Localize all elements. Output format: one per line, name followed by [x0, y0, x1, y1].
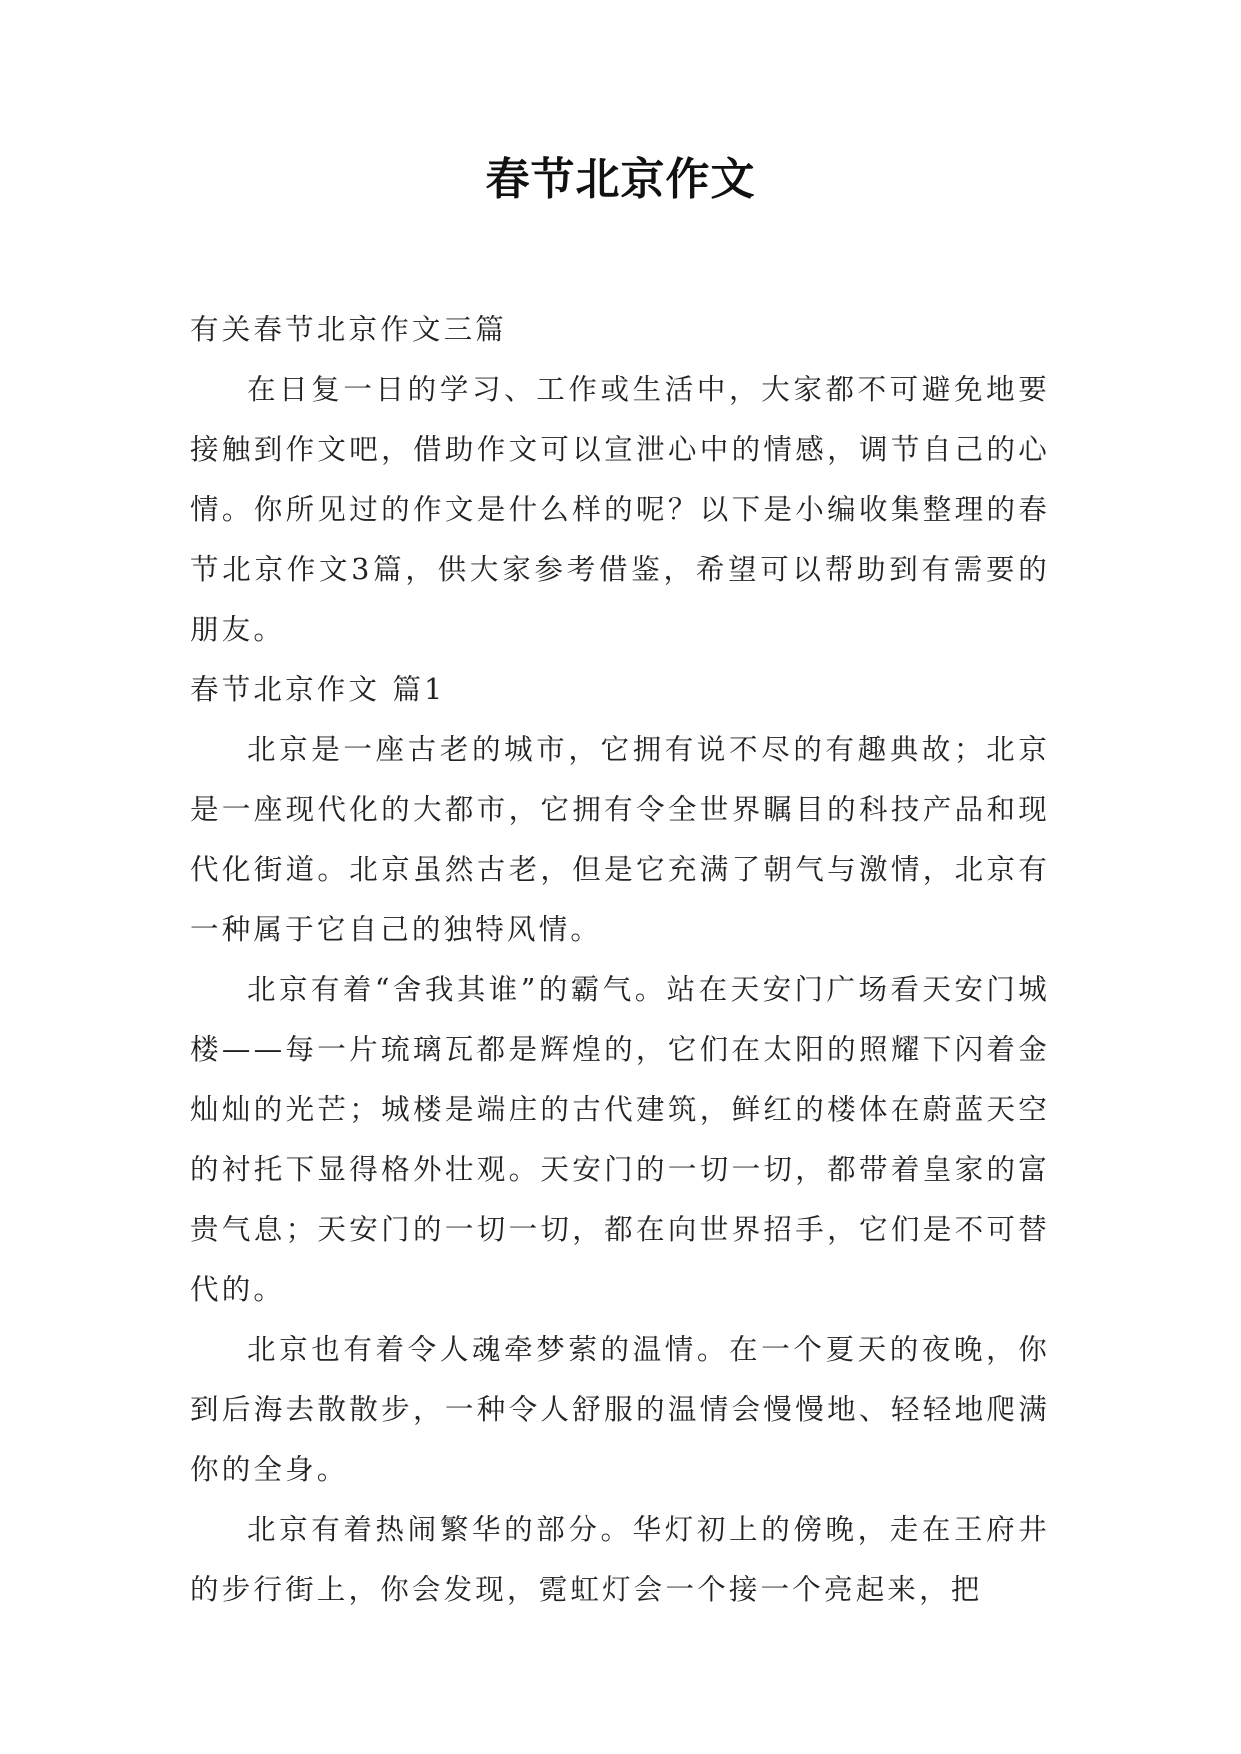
body-paragraph-3: 北京也有着令人魂牵梦萦的温情。在一个夏天的夜晚，你到后海去散散步，一种令人舒服的温情会慢慢地、轻轻地爬满你的全身。 — [190, 1333, 1050, 1486]
body-paragraph-4: 北京有着热闹繁华的部分。华灯初上的傍晚，走在王府井的步行街上，你会发现，霓虹灯会一个接一个亮起来，把 — [190, 1513, 1050, 1606]
document-title: 春节北京作文 — [485, 154, 756, 205]
body-paragraph-2: 北京有着“舍我其谁”的霸气。站在天安门广场看天安门城楼——每一片琉璃瓦都是辉煌的，它们在太阳的照耀下闪着金灿灿的光芒；城楼是端庄的古代建筑，鲜红的楼体在蔚蓝天空的衬托下显得格外壮观。天安门的一切一切，都带着皇家的富贵气息；天安门的一切一切，都在向世界招手，它们是不可替代的。 — [190, 973, 1050, 1306]
document-body — [190, 300, 1050, 1620]
body-paragraph-1: 北京是一座古老的城市，它拥有说不尽的有趣典故；北京是一座现代化的大都市，它拥有令全世界瞩目的科技产品和现代化街道。北京虽然古老，但是它充满了朝气与激情，北京有一种属于它自己的独特风情。 — [190, 733, 1050, 946]
document-subtitle: 有关春节北京作文三篇 — [190, 313, 508, 346]
intro-paragraph: 在日复一日的学习、工作或生活中，大家都不可避免地要接触到作文吧，借助作文可以宣泄心中的情感，调节自己的心情。你所见过的作文是什么样的呢？以下是小编收集整理的春节北京作文3篇，供大家参考借鉴，希望可以帮助到有需要的朋友。 — [190, 373, 1050, 646]
section-heading: 春节北京作文 篇1 — [190, 673, 446, 706]
